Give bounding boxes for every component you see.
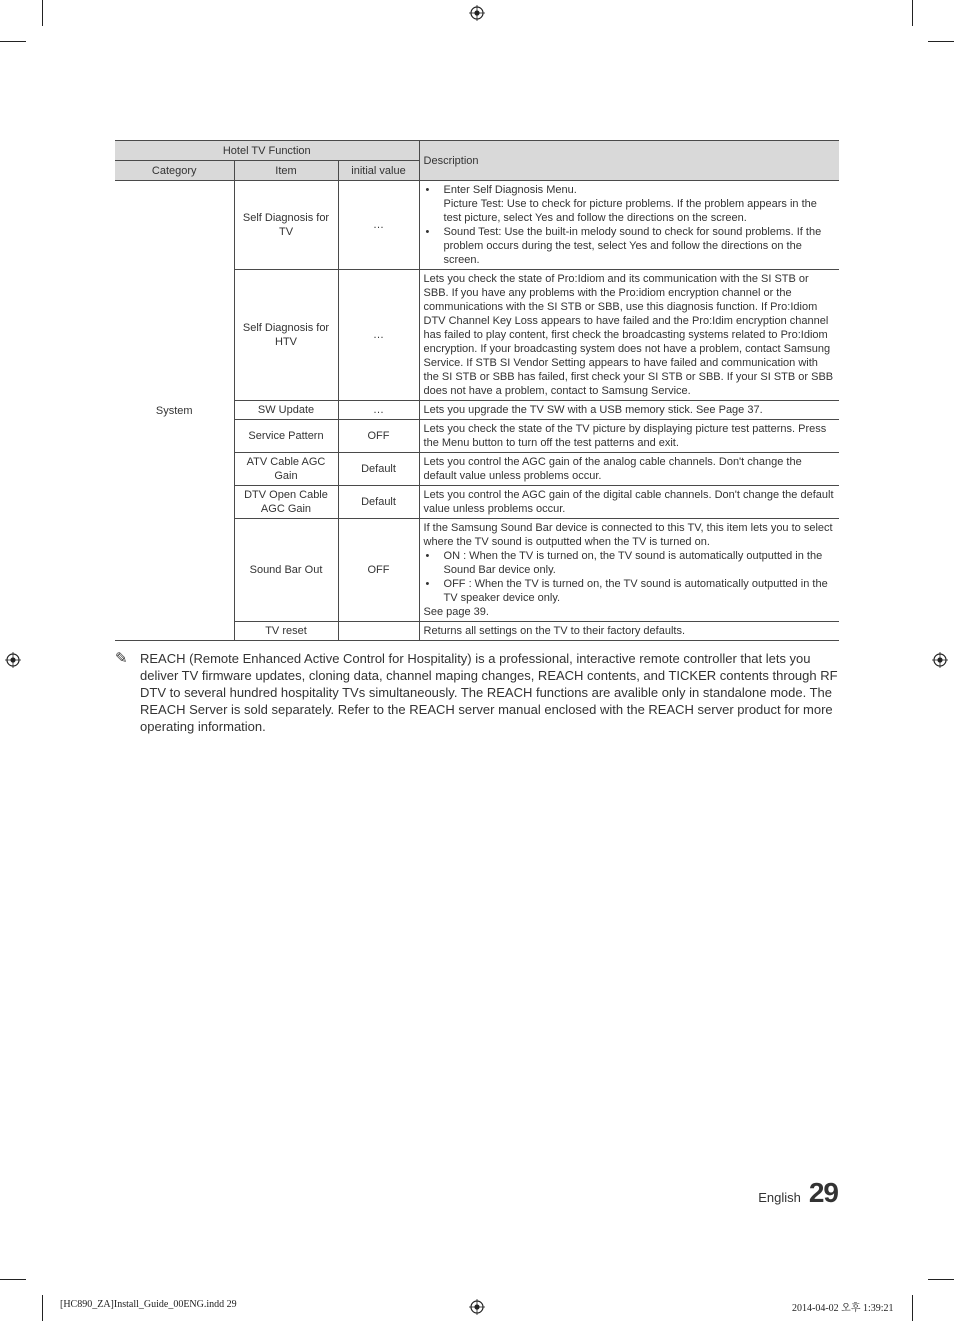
description-cell [419, 181, 839, 270]
bullet-list [424, 183, 836, 197]
item-cell: SW Update [234, 401, 338, 420]
group-header: Hotel TV Function [115, 141, 419, 161]
item-cell: Self Diagnosis for TV [234, 181, 338, 270]
description-text: If the Samsung Sound Bar device is connected to this TV, this item lets you to select where the TV sound is outputted when the TV is turned on. [423, 522, 833, 548]
value-cell: … [338, 181, 419, 270]
page-number: 29 [808, 1177, 838, 1208]
registration-mark-icon [469, 1299, 485, 1315]
hotel-tv-function-table [115, 140, 839, 641]
crop-mark [42, 0, 43, 26]
list-item: • OFF : When the TV is turned on, the TV sound is automatically outputted in the TV speaker device only. [424, 577, 836, 605]
crop-mark [0, 41, 26, 42]
item-cell: DTV Open Cable AGC Gain [234, 486, 338, 519]
item-cell: Self Diagnosis for HTV [234, 270, 338, 401]
header-item: Item [234, 161, 338, 181]
table-row [115, 181, 839, 270]
bullet-list [424, 225, 836, 267]
value-cell: … [338, 270, 419, 401]
slug-timestamp: 2014-04-02 오후 1:39:21 [792, 1303, 894, 1314]
bullet-list [424, 549, 836, 605]
language-label: English [758, 1190, 801, 1205]
list-item: • Enter Self Diagnosis Menu. [424, 183, 836, 197]
header-description: Description [419, 141, 839, 181]
description-text: See page 39. [423, 606, 489, 618]
registration-mark-icon [932, 652, 948, 668]
reach-note [115, 650, 839, 735]
list-item: • Sound Test: Use the built-in melody sound to check for sound problems. If the problem occurs during the test, select Yes and follow the directions on the screen. [424, 225, 836, 267]
registration-mark-icon [469, 5, 485, 21]
item-cell: Sound Bar Out [234, 519, 338, 622]
value-cell [338, 622, 419, 641]
slug-filename: [HC890_ZA]Install_Guide_00ENG.indd 29 [60, 1299, 237, 1310]
value-cell: OFF [338, 420, 419, 453]
list-item: • ON : When the TV is turned on, the TV sound is automatically outputted in the Sound Bar device only. [424, 549, 836, 577]
note-text: REACH (Remote Enhanced Active Control for Hospitality) is a professional, interactive remote controller that lets you deliver TV firmware updates, cloning data, channel maping changes, REACH contents, and TICKER contents through RF DTV to several hundred hospitality TVs simultaneously. The REACH functions are avalible only in standalone mode. The REACH Server is sold separately. Refer to the REACH server manual enclosed with the REACH server product for more operating information. [140, 651, 838, 734]
crop-mark [928, 41, 954, 42]
crop-mark [928, 1279, 954, 1280]
value-cell: OFF [338, 519, 419, 622]
description-cell: Lets you check the state of the TV picture by displaying picture test patterns. Press the Menu button to turn off the test patterns and exit. [419, 420, 839, 453]
item-cell: Service Pattern [234, 420, 338, 453]
description-cell: Returns all settings on the TV to their factory defaults. [419, 622, 839, 641]
crop-mark [912, 1295, 913, 1321]
description-cell: Lets you check the state of Pro:Idiom and its communication with the SI STB or SBB. If you have any problems with the Pro:idiom encryption channel or the communications with the SI STB or SBB, use this diagnosis function. If Pro:Idiom DTV Channel Key Loss appears to have failed and the Pro:Idim encryption channel has failed to play content, first check the broadcasting systems related to Pro:Idiom encryption. If your broadcasting system does not have a problem, contact Samsung Service. If STB SI Vendor Setting appears to have failed and communication with the SI STB or SBB has failed, first check your SI STB or SBB. If your SI STB or SBB does not have a problem, contact to Samsung Service. [419, 270, 839, 401]
category-cell: System [115, 181, 234, 641]
crop-mark [42, 1295, 43, 1321]
item-cell: ATV Cable AGC Gain [234, 453, 338, 486]
description-cell: Lets you upgrade the TV SW with a USB memory stick. See Page 37. [419, 401, 839, 420]
registration-mark-icon [5, 652, 21, 668]
value-cell: Default [338, 453, 419, 486]
crop-mark [912, 0, 913, 26]
header-initial-value: initial value [338, 161, 419, 181]
page-number-block [758, 1177, 838, 1209]
item-cell: TV reset [234, 622, 338, 641]
crop-mark [0, 1279, 26, 1280]
value-cell: … [338, 401, 419, 420]
value-cell: Default [338, 486, 419, 519]
description-cell: Lets you control the AGC gain of the analog cable channels. Don't change the default value unless problems occur. [419, 453, 839, 486]
description-cell: Lets you control the AGC gain of the digital cable channels. Don't change the default value unless problems occur. [419, 486, 839, 519]
pencil-note-icon: ✎ [115, 650, 128, 667]
header-category: Category [115, 161, 234, 181]
description-text: Picture Test: Use to check for picture problems. If the problem appears in the test picture, select Yes and follow the directions on the screen. [443, 198, 817, 224]
description-cell [419, 519, 839, 622]
